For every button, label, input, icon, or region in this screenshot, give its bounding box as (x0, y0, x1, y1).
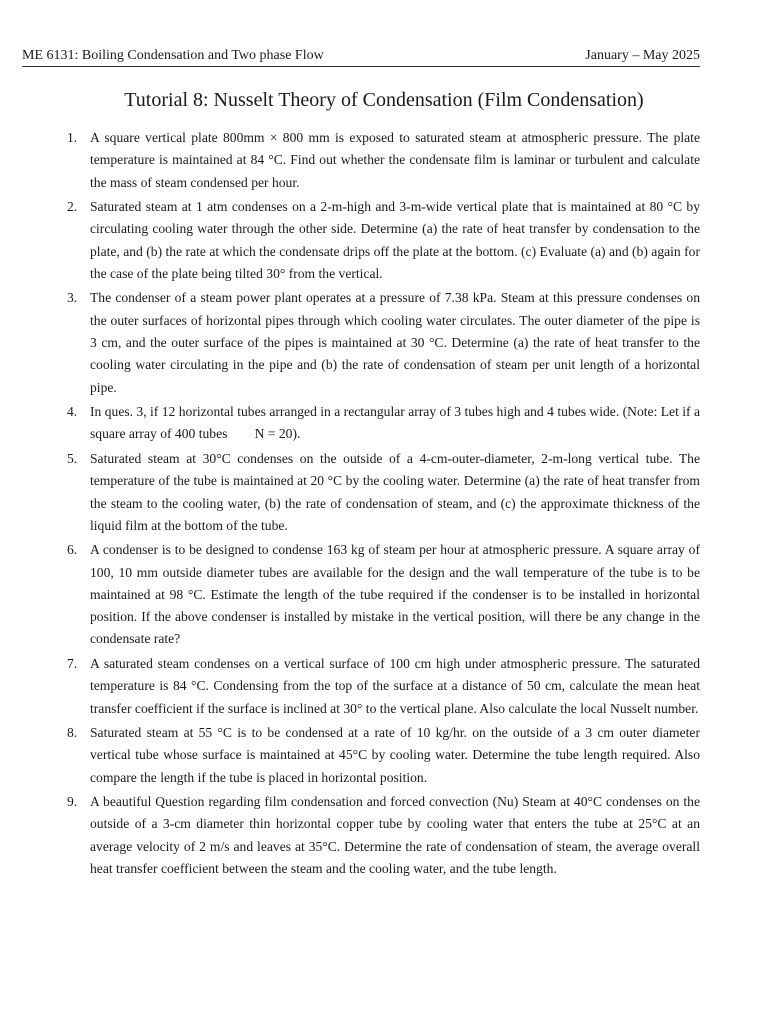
problem-3 (63, 287, 700, 398)
problem-text: Saturated steam at 1 atm condenses on a 2-m-high and 3-m-wide vertical plate that is maintained at 80 °C by circulating cooling water through the other side. Determine (a) the rate of heat transfer by condensation to the plate, and (b) the rate at which the condensate drips off the plate at the bottom. (c) Evaluate (a) and (b) again for the case of the plate being tilted 30° from the vertical. (90, 199, 700, 281)
problem-text: In ques. 3, if 12 horizontal tubes arranged in a rectangular array of 3 tubes high and 4 tubes wide. (Note: Let if a square array of 400 tubes N = 20). (90, 404, 704, 442)
problem-2 (63, 196, 700, 285)
problem-number: 5. (67, 450, 78, 466)
problem-number: 7. (67, 655, 78, 671)
problem-6 (63, 539, 700, 650)
problem-4 (63, 401, 704, 446)
course-title: ME 6131: Boiling Condensation and Two phase Flow (22, 48, 324, 63)
problem-9 (63, 791, 700, 880)
problem-text: Saturated steam at 55 °C is to be condensed at a rate of 10 kg/hr. on the outside of a 3 cm outer diameter vertical tube whose surface is maintained at 45°C by cooling water. Determine the tube length required. Also compare the length if the tube is placed in horizontal position. (90, 725, 700, 785)
problem-7 (63, 653, 700, 720)
problem-number: 1. (67, 130, 78, 145)
page-header (22, 46, 700, 67)
problem-text: A square vertical plate 800mm × 800 mm is exposed to saturated steam at atmospheric pressure. The plate temperature is maintained at 84 °C. Find out whether the condensate film is laminar or turbulent and calculate the mass of steam condensed per hour. (90, 130, 700, 190)
problem-text: The condenser of a steam power plant operates at a pressure of 7.38 kPa. Steam at this pressure condenses on the outer surfaces of horizontal pipes through which cooling water circulates. The outer diameter of the pipe is 3 cm, and the outer surface of the pipes is maintained at 30 °C. Determine (a) the rate of heat transfer to the cooling water circulating in the pipe and (b) the rate of condensation of steam per unit length of a horizontal pipe. (90, 290, 700, 395)
problem-number: 4. (67, 404, 78, 420)
problem-number: 3. (67, 290, 78, 306)
problem-list (63, 127, 704, 882)
term-dates: January – May 2025 (585, 48, 700, 63)
problem-number: 8. (67, 725, 78, 741)
problem-text: A beautiful Question regarding film condensation and forced convection (Nu) Steam at 40°C condenses on the outside of a 3-cm diameter thin horizontal copper tube by cooling water that enters the tube at 25°C at an average velocity of 2 m/s and leaves at 35°C. Determine the rate of condensation of steam, the average overall heat transfer coefficient between the steam and the cooling water, and the tube length. (90, 794, 700, 876)
problem-number: 9. (67, 794, 78, 810)
problem-text: A condenser is to be designed to condense 163 kg of steam per hour at atmospheric pressure. A square array of 100, 10 mm outside diameter tubes are available for the design and the wall temperature of the tube is to be maintained at 98 °C. Estimate the length of the tube required if the condenser is to be installed in horizontal position. If the above condenser is installed by mistake in the vertical position, will there be any change in the condensate rate? (90, 542, 700, 647)
problem-number: 2. (67, 199, 78, 215)
problem-8 (63, 722, 700, 789)
problem-1 (63, 127, 700, 194)
problem-text: Saturated steam at 30°C condenses on the outside of a 4-cm-outer-diameter, 2-m-long vertical tube. The temperature of the tube is maintained at 20 °C by the cooling water. Determine (a) the rate of heat transfer from the steam to the cooling water, (b) the rate of condensation of steam, and (c) the approximate thickness of the liquid film at the bottom of the tube. (90, 450, 700, 533)
page-title: Tutorial 8: Nusselt Theory of Condensation (Film Condensation) (124, 89, 644, 111)
problem-number: 6. (67, 542, 78, 558)
problem-text: A saturated steam condenses on a vertical surface of 100 cm high under atmospheric pressure. The saturated temperature is 84 °C. Condensing from the top of the surface at a distance of 50 cm, calculate the mean heat transfer coefficient if the surface is inclined at 30° to the vertical plane. Also calculate the local Nusselt number. (90, 655, 700, 716)
problem-5 (63, 448, 700, 537)
